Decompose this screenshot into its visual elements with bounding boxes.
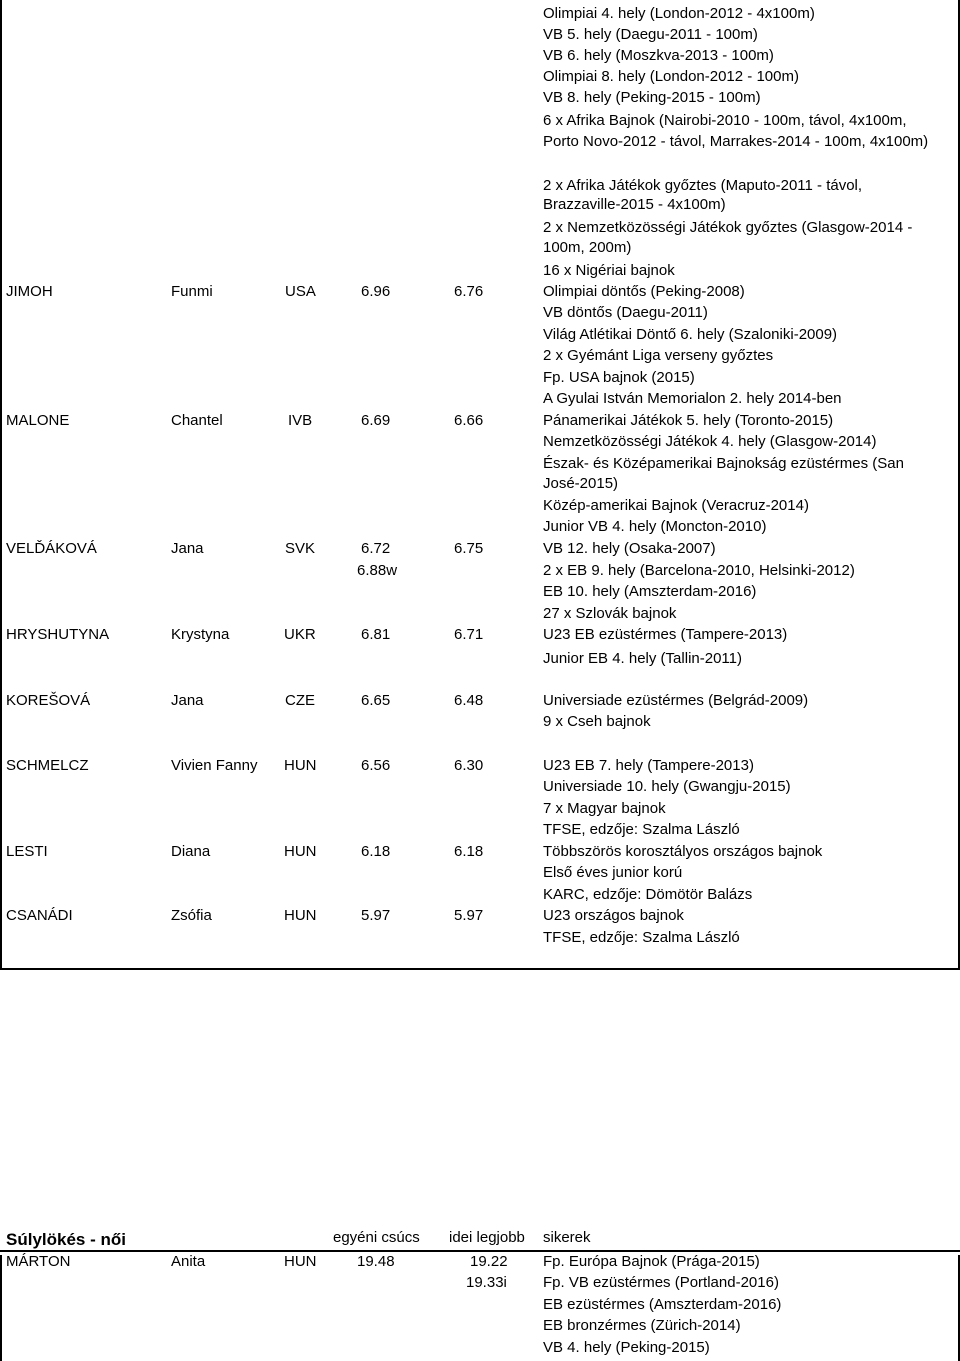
result-line: U23 EB ezüstérmes (Tampere-2013) xyxy=(543,626,788,643)
season-best: 6.75 xyxy=(454,540,484,557)
result-line: 2 x Gyémánt Liga verseny győztes xyxy=(543,347,774,364)
result-line: Junior EB 4. hely (Tallin-2011) xyxy=(543,650,742,667)
result-line: Világ Atlétikai Döntő 6. hely (Szaloniki-2009) xyxy=(543,326,838,343)
column-header-sb: idei legjobb xyxy=(449,1229,525,1246)
result-line: Közép-amerikai Bajnok (Veracruz-2014) xyxy=(543,497,809,514)
result-line: 6 x Afrika Bajnok (Nairobi-2010 - 100m, távol, 4x100m, xyxy=(543,112,907,129)
surname: KOREŠOVÁ xyxy=(6,692,91,709)
result-line: Universiade ezüstérmes (Belgrád-2009) xyxy=(543,692,809,709)
result-line: 2 x Afrika Játékok győztes (Maputo-2011 - távol, xyxy=(543,177,863,194)
nation: HUN xyxy=(284,843,317,860)
surname: JIMOH xyxy=(6,283,53,300)
table-divider xyxy=(0,1250,960,1252)
result-line: 2 x Nemzetközösségi Játékok győztes (Glasgow-2014 - xyxy=(543,219,913,236)
personal-best: 6.56 xyxy=(361,757,391,774)
personal-best: 19.48 xyxy=(357,1253,395,1270)
first-name: Jana xyxy=(171,540,204,557)
surname: LESTI xyxy=(6,843,48,860)
nation: IVB xyxy=(288,412,313,429)
season-best: 6.30 xyxy=(454,757,484,774)
nation: SVK xyxy=(285,540,316,557)
first-name: Anita xyxy=(171,1253,206,1270)
result-line: Junior VB 4. hely (Moncton-2010) xyxy=(543,518,767,535)
personal-best: 6.81 xyxy=(361,626,391,643)
nation: USA xyxy=(285,283,316,300)
nation: HUN xyxy=(284,757,317,774)
result-line: 27 x Szlovák bajnok xyxy=(543,605,677,622)
result-line: Olimpiai 8. hely (London-2012 - 100m) xyxy=(543,68,799,85)
result-line: VB 12. hely (Osaka-2007) xyxy=(543,540,716,557)
personal-best: 6.65 xyxy=(361,692,391,709)
season-best: 5.97 xyxy=(454,907,484,924)
result-line: VB 8. hely (Peking-2015 - 100m) xyxy=(543,89,761,106)
result-line: EB 10. hely (Amszterdam-2016) xyxy=(543,583,757,600)
first-name: Zsófia xyxy=(171,907,212,924)
season-best-indoor: 19.33i xyxy=(466,1274,507,1291)
result-line: José-2015) xyxy=(543,475,619,492)
first-name: Funmi xyxy=(171,283,213,300)
result-line: VB 4. hely (Peking-2015) xyxy=(543,1339,710,1356)
season-best: 6.48 xyxy=(454,692,484,709)
season-best: 6.76 xyxy=(454,283,484,300)
result-line: VB 5. hely (Daegu-2011 - 100m) xyxy=(543,26,758,43)
personal-best: 5.97 xyxy=(361,907,391,924)
first-name: Krystyna xyxy=(171,626,230,643)
result-line: Fp. USA bajnok (2015) xyxy=(543,369,695,386)
first-name: Jana xyxy=(171,692,204,709)
result-line: A Gyulai István Memorialon 2. hely 2014-ben xyxy=(543,390,842,407)
result-line: U23 EB 7. hely (Tampere-2013) xyxy=(543,757,754,774)
column-header-pb: egyéni csúcs xyxy=(333,1229,420,1246)
column-header-results: sikerek xyxy=(543,1229,591,1246)
nation: HUN xyxy=(284,907,317,924)
season-best: 6.71 xyxy=(454,626,484,643)
result-line: EB ezüstérmes (Amszterdam-2016) xyxy=(543,1296,782,1313)
result-line: Fp. Európa Bajnok (Prága-2015) xyxy=(543,1253,760,1270)
result-line: 100m, 200m) xyxy=(543,239,632,256)
nation: HUN xyxy=(284,1253,317,1270)
season-best: 6.18 xyxy=(454,843,484,860)
result-line: EB bronzérmes (Zürich-2014) xyxy=(543,1317,741,1334)
result-line: VB 6. hely (Moszkva-2013 - 100m) xyxy=(543,47,774,64)
result-line: Észak- és Középamerikai Bajnokság ezüstérmes (San xyxy=(543,455,904,472)
first-name: Diana xyxy=(171,843,211,860)
section-title: Súlylökés - női xyxy=(6,1230,126,1249)
result-line: TFSE, edzője: Szalma László xyxy=(543,821,740,838)
result-line: U23 országos bajnok xyxy=(543,907,684,924)
nation: UKR xyxy=(284,626,316,643)
personal-best: 6.96 xyxy=(361,283,391,300)
result-line: Olimpiai 4. hely (London-2012 - 4x100m) xyxy=(543,5,815,22)
result-line: Nemzetközösségi Játékok 4. hely (Glasgow-2014) xyxy=(543,433,877,450)
result-line: TFSE, edzője: Szalma László xyxy=(543,929,740,946)
result-line: 9 x Cseh bajnok xyxy=(543,713,651,730)
surname: MÁRTON xyxy=(6,1253,71,1270)
personal-best: 6.72 xyxy=(361,540,391,557)
result-line: Porto Novo-2012 - távol, Marrakes-2014 - 100m, 4x100m) xyxy=(543,133,929,150)
surname: MALONE xyxy=(6,412,70,429)
result-line: 7 x Magyar bajnok xyxy=(543,800,666,817)
result-line: KARC, edzője: Dömötör Balázs xyxy=(543,886,753,903)
result-line: Universiade 10. hely (Gwangju-2015) xyxy=(543,778,791,795)
table-border-left xyxy=(0,1255,2,1361)
surname: CSANÁDI xyxy=(6,907,73,924)
result-line: 16 x Nigériai bajnok xyxy=(543,262,675,279)
personal-best: 6.69 xyxy=(361,412,391,429)
result-line: Első éves junior korú xyxy=(543,864,683,881)
result-line: Többszörös korosztályos országos bajnok xyxy=(543,843,823,860)
result-line: Fp. VB ezüstérmes (Portland-2016) xyxy=(543,1274,779,1291)
result-line: VB döntős (Daegu-2011) xyxy=(543,304,708,321)
first-name: Chantel xyxy=(171,412,223,429)
result-line: Pánamerikai Játékok 5. hely (Toronto-2015) xyxy=(543,412,834,429)
season-best: 19.22 xyxy=(470,1253,508,1270)
result-line: 2 x EB 9. hely (Barcelona-2010, Helsinki-2012) xyxy=(543,562,855,579)
first-name: Vivien Fanny xyxy=(171,757,258,774)
season-best: 6.66 xyxy=(454,412,484,429)
surname: SCHMELCZ xyxy=(6,757,89,774)
personal-best: 6.18 xyxy=(361,843,391,860)
surname: VELĎÁKOVÁ xyxy=(6,540,97,557)
result-line: Olimpiai döntős (Peking-2008) xyxy=(543,283,745,300)
surname: HRYSHUTYNA xyxy=(6,626,110,643)
result-line: Brazzaville-2015 - 4x100m) xyxy=(543,196,726,213)
personal-best-wind: 6.88w xyxy=(357,562,398,579)
nation: CZE xyxy=(285,692,315,709)
